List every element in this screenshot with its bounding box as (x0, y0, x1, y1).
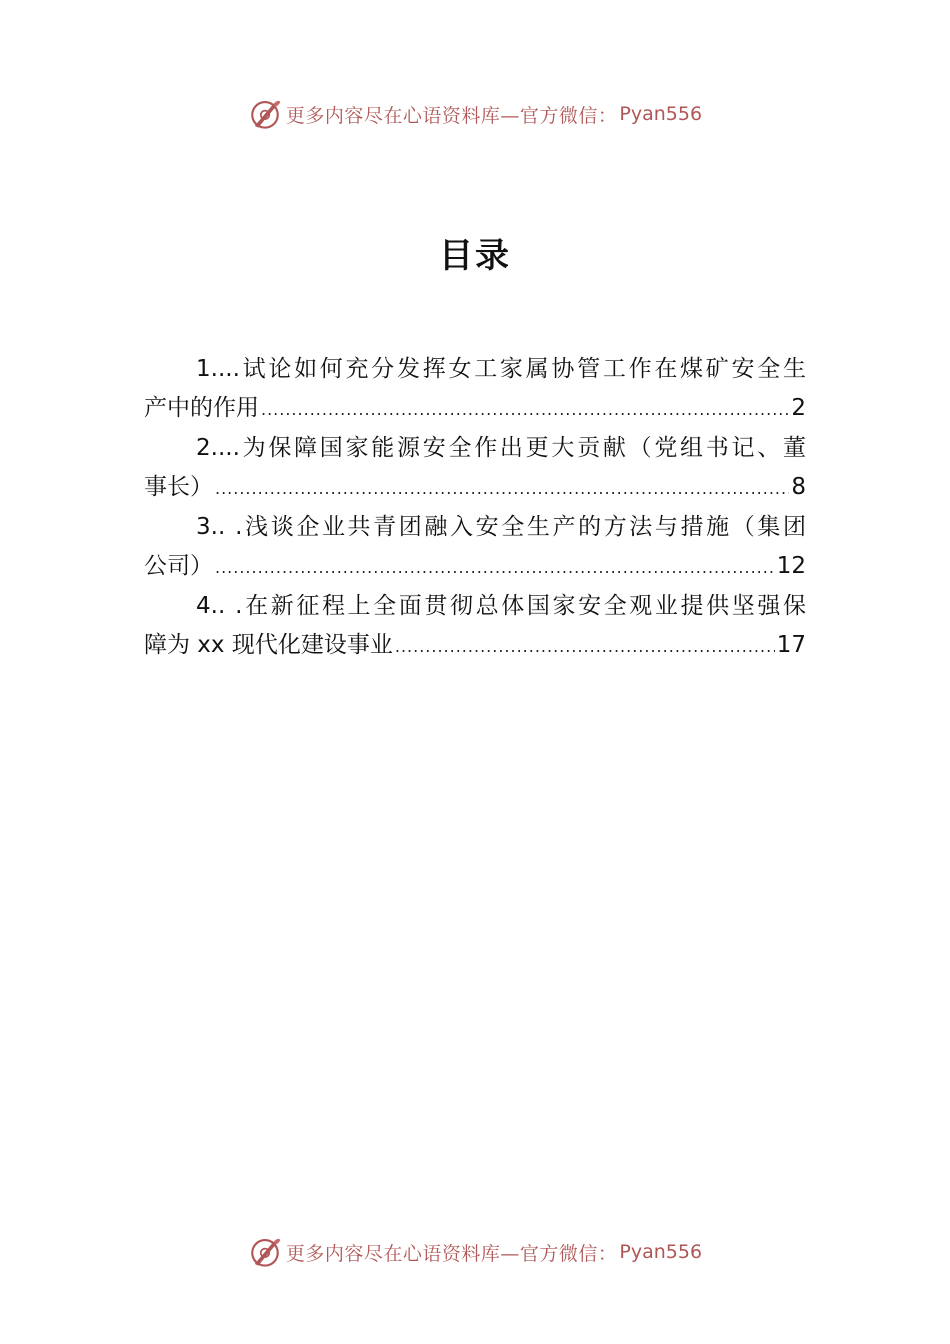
footer-banner (0, 1232, 950, 1272)
dot-leader (215, 469, 789, 508)
toc-entry-title: 1....试论如何充分发挥女工家属协管工作在煤矿安全生 (196, 356, 806, 382)
quill-logo-icon (248, 1235, 282, 1269)
dot-leader (215, 548, 775, 587)
toc-entry-title-cont: 公司） (144, 553, 213, 579)
toc-entry-3[interactable] (144, 508, 806, 587)
toc-entry-title-cont: 事长） (144, 474, 213, 500)
toc-page-number: 17 (776, 632, 806, 658)
toc-entry-1[interactable] (144, 350, 806, 429)
toc-entry-title: 4.. .在新征程上全面贯彻总体国家安全观业提供坚强保 (196, 593, 806, 619)
toc-entry-title-cont: 障为 xx 现代化建设事业 (144, 632, 393, 658)
banner-text: 更多内容尽在心语资料库—官方微信： (285, 1242, 618, 1265)
toc-entry-title: 3.. .浅谈企业共青团融入安全生产的方法与措施（集团 (196, 514, 806, 540)
page-title: 目录 (439, 236, 511, 276)
banner-wechat-id: Pyan556 (619, 103, 703, 125)
banner-text: 更多内容尽在心语资料库—官方微信： (285, 104, 618, 127)
toc-page-number: 2 (791, 395, 806, 421)
toc-entry-title: 2....为保障国家能源安全作出更大贡献（党组书记、董 (196, 435, 806, 461)
toc-page-number: 12 (776, 553, 806, 579)
dot-leader (395, 627, 775, 666)
dot-leader (261, 390, 789, 429)
banner-wechat-id: Pyan556 (619, 1241, 703, 1263)
toc-entry-4[interactable] (144, 587, 806, 666)
toc-page-number: 8 (791, 474, 806, 500)
quill-logo-icon (248, 97, 282, 131)
toc-entry-title-cont: 产中的作用 (144, 395, 259, 421)
table-of-contents (144, 350, 806, 666)
toc-entry-2[interactable] (144, 429, 806, 508)
header-banner (0, 94, 950, 134)
